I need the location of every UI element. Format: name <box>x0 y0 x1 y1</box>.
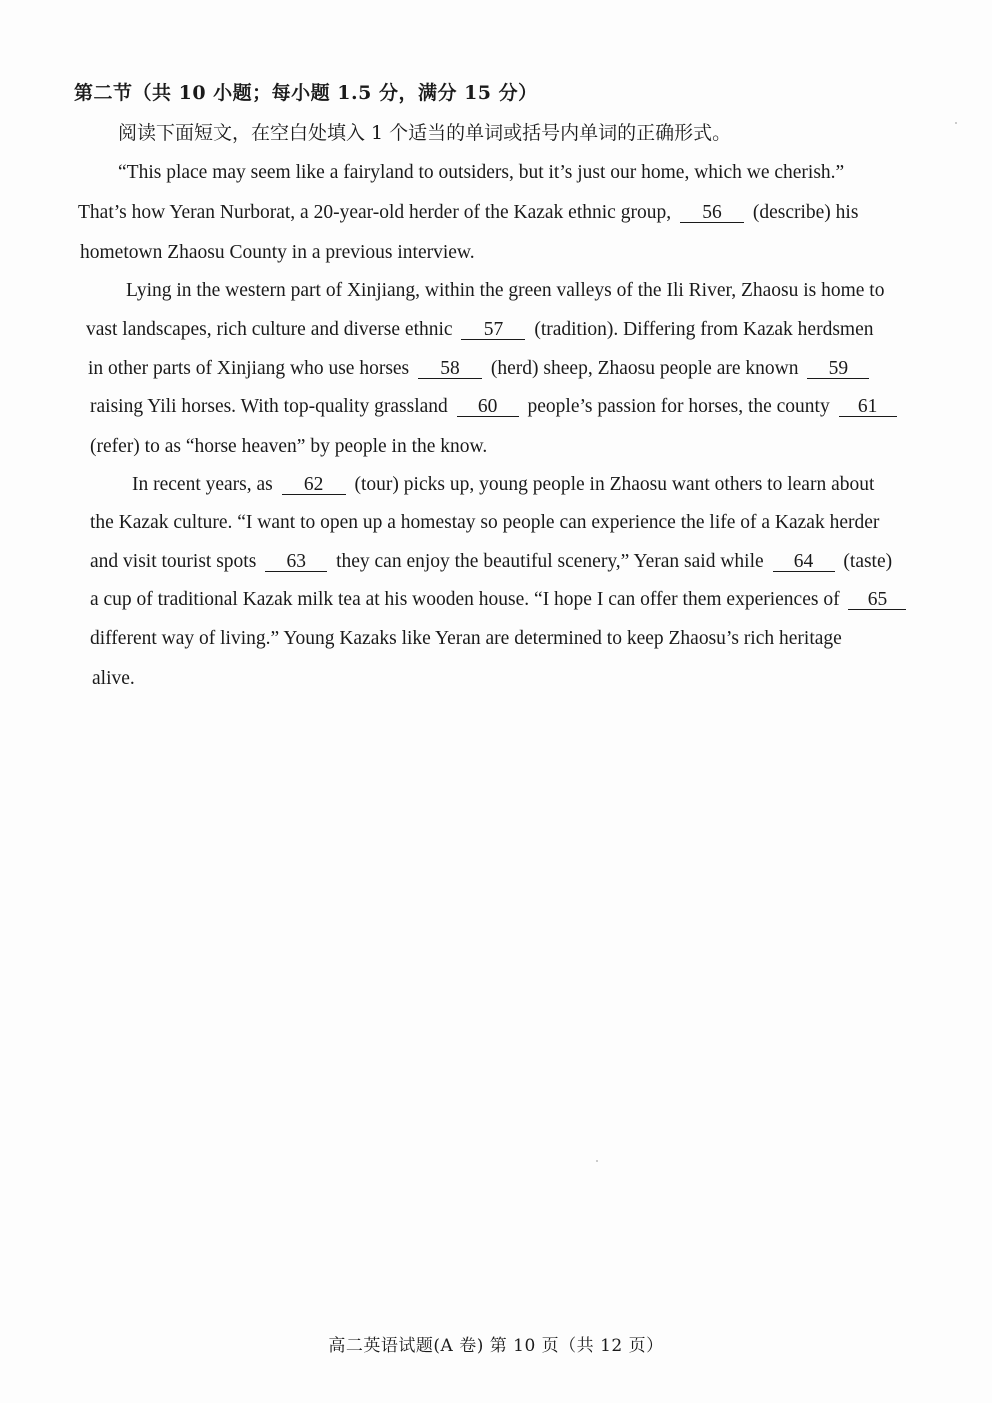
passage-text: That’s how Yeran Nurborat, a 20-year-old herder of the Kazak ethnic group, <box>78 202 672 223</box>
passage-text: (tradition). Differing from Kazak herdsmen <box>534 319 874 340</box>
instruction-text: 阅读下面短文，在空白处填入 1 个适当的单词或括号内单词的正确形式。 <box>118 122 732 144</box>
passage-line <box>132 473 874 497</box>
passage-text: vast landscapes, rich culture and diverse ethnic <box>86 319 453 340</box>
passage-line <box>80 241 475 265</box>
passage-text: (taste) <box>843 551 893 572</box>
passage-text: (describe) his <box>752 202 859 223</box>
passage-line <box>90 550 892 574</box>
section-heading: 第二节（共 10 小题；每小题 1.5 分，满分 15 分） <box>74 82 538 104</box>
passage-text: In recent years, as <box>132 474 273 495</box>
passage-text: Lying in the western part of Xinjiang, within the green valleys of the Ili River, Zhaosu is home to <box>126 280 885 301</box>
passage-text: alive. <box>92 668 135 689</box>
passage-text: raising Yili horses. With top-quality grassland <box>90 396 448 417</box>
answer-blank-63[interactable]: 63 <box>265 553 327 572</box>
answer-blank-64[interactable]: 64 <box>773 553 835 572</box>
passage-text: a cup of traditional Kazak milk tea at his wooden house. “I hope I can offer them experiences of <box>90 589 840 610</box>
passage-line <box>88 357 873 381</box>
passage-text: hometown Zhaosu County in a previous interview. <box>80 242 475 263</box>
passage-line <box>90 627 842 651</box>
passage-line <box>86 318 873 342</box>
answer-blank-60[interactable]: 60 <box>457 398 519 417</box>
passage-line <box>90 435 487 459</box>
scan-speck <box>596 1160 598 1162</box>
passage-line <box>78 201 858 225</box>
passage-line <box>118 161 844 185</box>
passage-line <box>90 588 910 612</box>
passage-line <box>90 395 901 419</box>
passage-text: people’s passion for horses, the county <box>527 396 830 417</box>
passage-text: “This place may seem like a fairyland to outsiders, but it’s just our home, which we cherish.” <box>118 162 845 183</box>
answer-blank-62[interactable]: 62 <box>282 476 346 495</box>
answer-blank-65[interactable]: 65 <box>848 591 906 610</box>
passage-line <box>92 667 135 691</box>
answer-blank-56[interactable]: 56 <box>680 204 744 223</box>
answer-blank-58[interactable]: 58 <box>418 360 482 379</box>
passage-text: (herd) sheep, Zhaosu people are known <box>490 358 799 379</box>
page-footer: 高二英语试题(A 卷) 第 10 页（共 12 页） <box>328 1336 664 1356</box>
passage-line <box>126 279 884 303</box>
answer-blank-57[interactable]: 57 <box>461 321 525 340</box>
passage-text: (tour) picks up, young people in Zhaosu want others to learn about <box>354 474 875 495</box>
passage-text: the Kazak culture. “I want to open up a homestay so people can experience the life of a Kazak herder <box>90 512 880 533</box>
passage-text: (refer) to as “horse heaven” by people in the know. <box>90 436 488 457</box>
scan-speck <box>955 122 957 124</box>
passage-text: different way of living.” Young Kazaks like Yeran are determined to keep Zhaosu’s rich heritage <box>90 628 842 649</box>
passage-text: in other parts of Xinjiang who use horses <box>88 358 410 379</box>
passage-line <box>90 511 879 535</box>
answer-blank-59[interactable]: 59 <box>807 360 869 379</box>
passage-text: they can enjoy the beautiful scenery,” Yeran said while <box>336 551 764 572</box>
answer-blank-61[interactable]: 61 <box>839 398 897 417</box>
passage-text: and visit tourist spots <box>90 551 257 572</box>
